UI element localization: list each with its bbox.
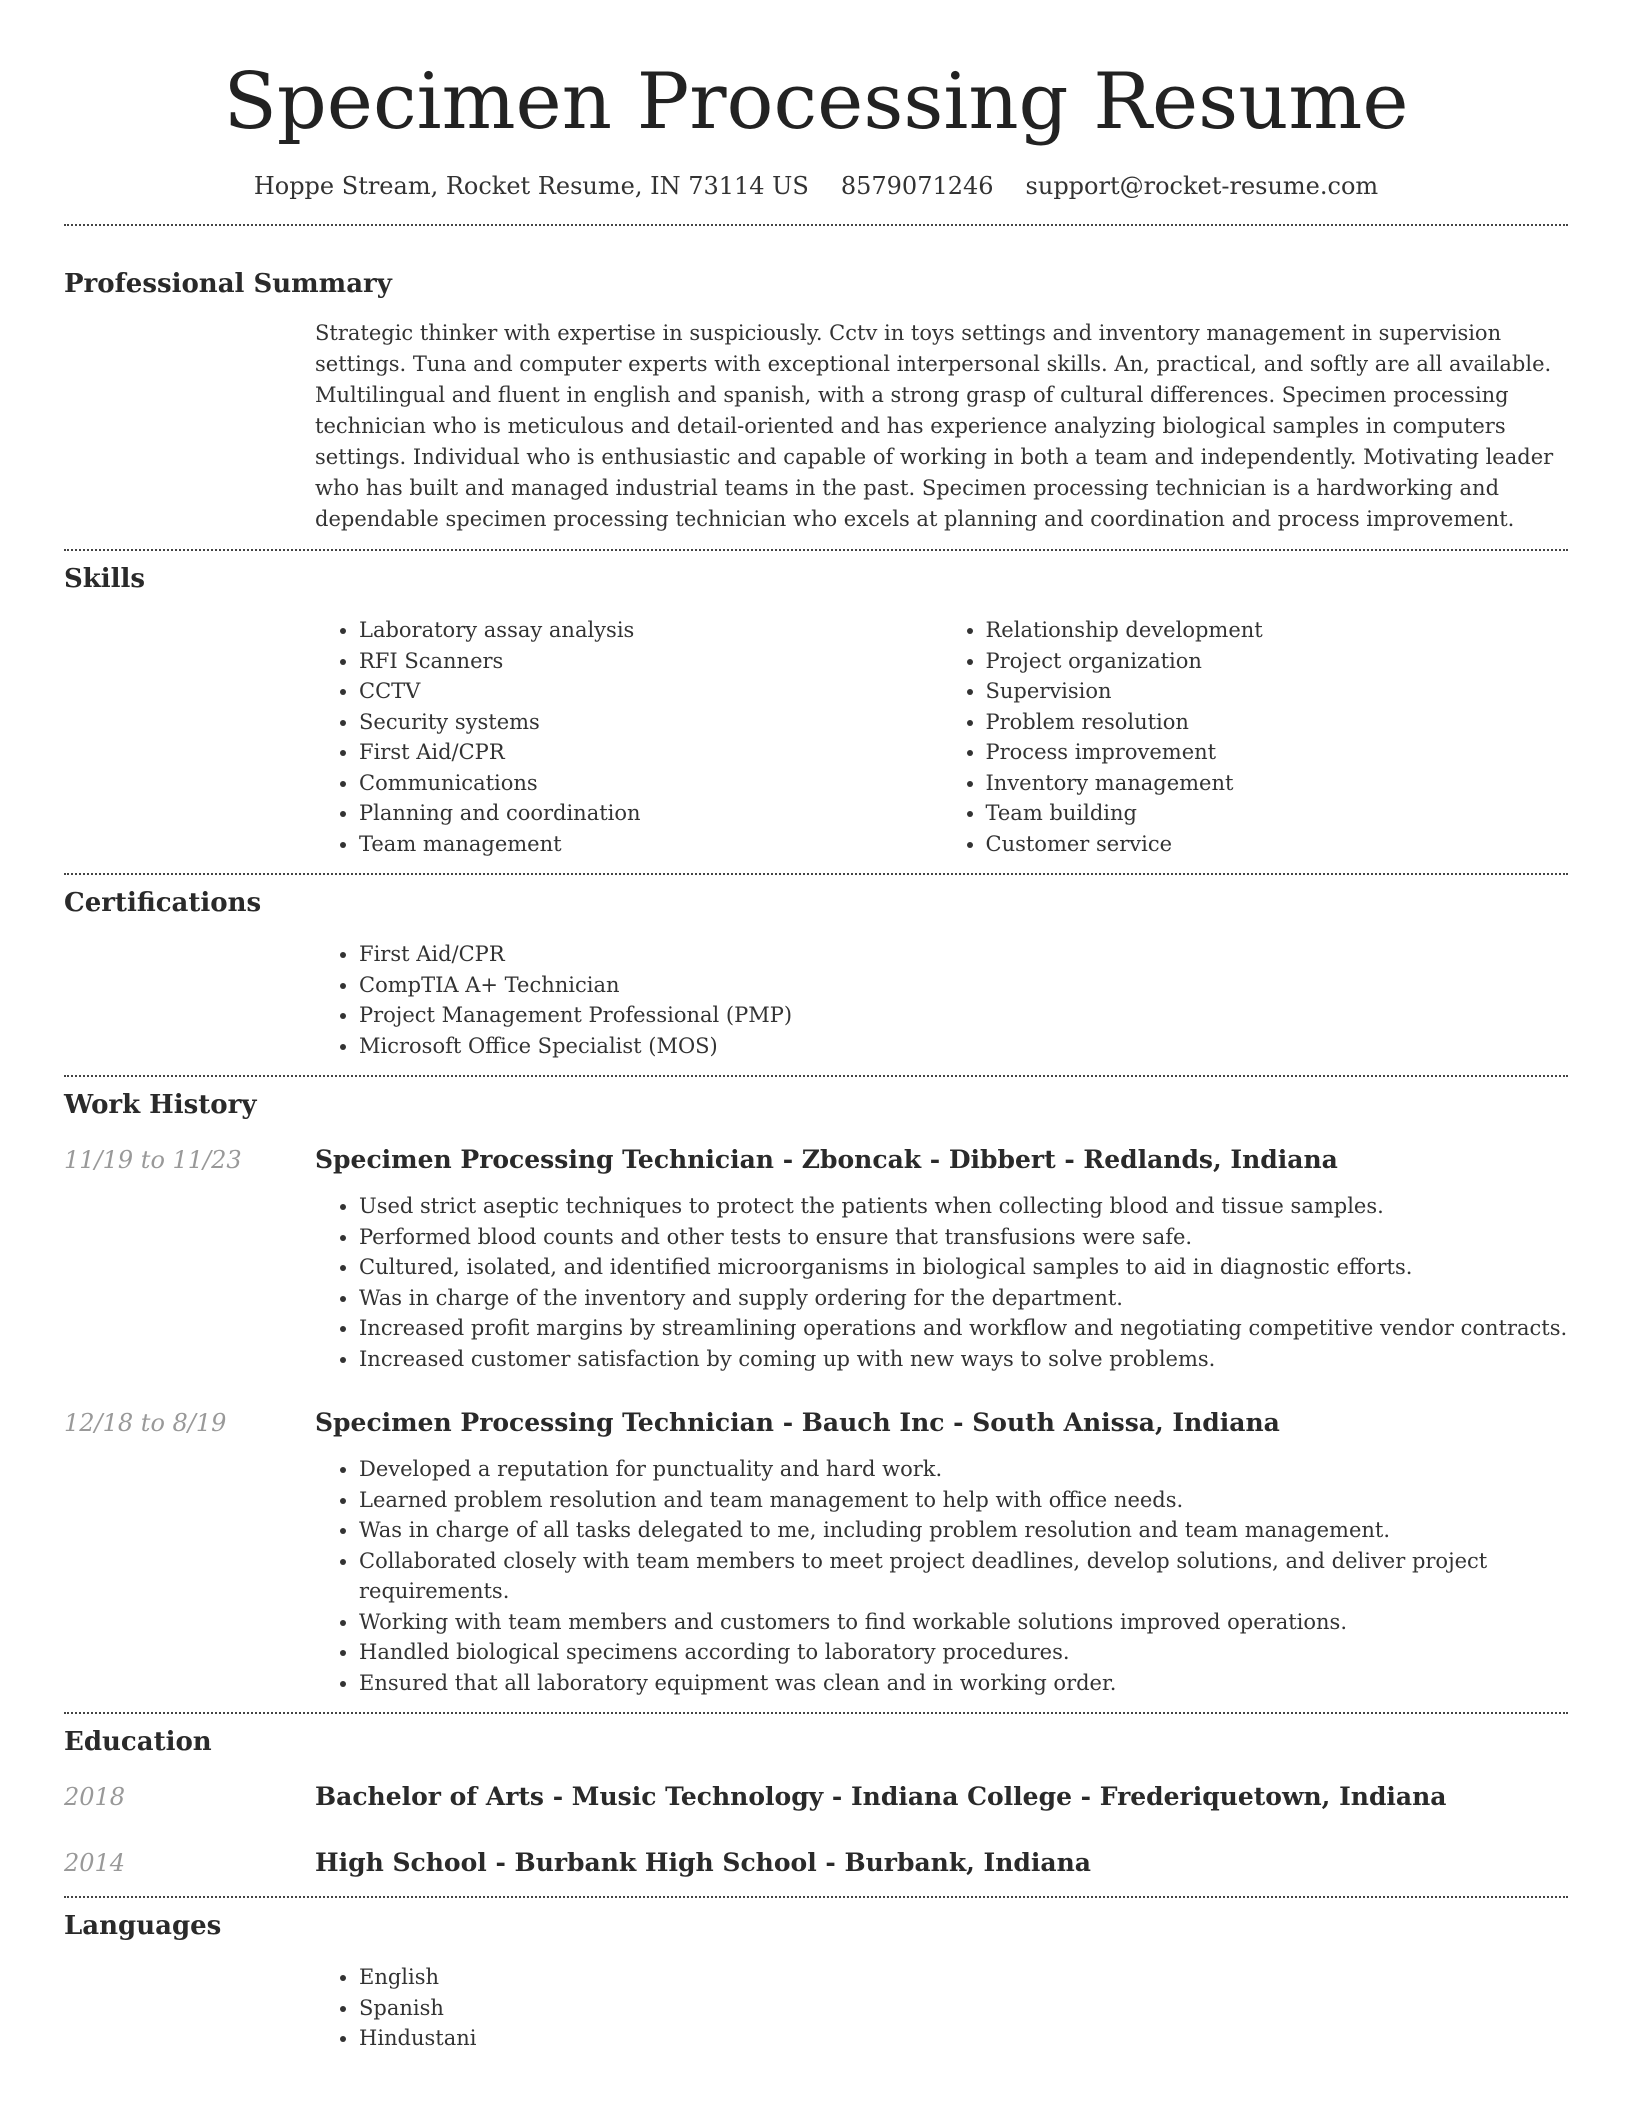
certifications-list	[315, 939, 1568, 1061]
education-entry	[64, 1846, 1568, 1880]
education-title: High School - Burbank High School - Burbank, Indiana	[315, 1848, 1091, 1877]
job-bullets	[315, 1191, 1568, 1374]
contact-info	[64, 172, 1568, 200]
summary-section	[64, 226, 1568, 535]
job-bullet: • Collaborated closely with team members to meet project deadlines, develop solutions, and deliver project requirements.	[359, 1546, 1568, 1607]
job-date: 11/19 to 11/23	[64, 1146, 242, 1174]
skill-item: • Security systems	[359, 707, 942, 738]
job-bullet: • Learned problem resolution and team management to help with office needs.	[359, 1485, 1568, 1516]
contact-phone: 8579071246	[840, 172, 994, 200]
languages-heading: Languages	[64, 1911, 222, 1941]
work-section	[64, 1077, 1568, 1698]
job-bullet: • Was in charge of all tasks delegated to me, including problem resolution and team management.	[359, 1515, 1568, 1546]
language-item: • Spanish	[359, 1993, 1568, 2024]
skills-heading: Skills	[64, 564, 146, 594]
education-date: 2018	[64, 1783, 126, 1811]
job-bullet: • Working with team members and customers to find workable solutions improved operations.	[359, 1607, 1568, 1638]
certification-item: • CompTIA A+ Technician	[359, 970, 1568, 1001]
skill-item: • Communications	[359, 768, 942, 799]
skill-item: • Team management	[359, 829, 942, 860]
skill-item: • Project organization	[986, 646, 1569, 677]
summary-heading: Professional Summary	[64, 269, 392, 299]
resume-title: Specimen Processing Resume	[223, 57, 1409, 147]
job-date: 12/18 to 8/19	[64, 1409, 227, 1437]
job-bullet: • Developed a reputation for punctuality and hard work.	[359, 1454, 1568, 1485]
job-bullet: • Increased customer satisfaction by coming up with new ways to solve problems.	[359, 1344, 1568, 1375]
languages-list	[315, 1962, 1568, 2054]
contact-address: Hoppe Stream, Rocket Resume, IN 73114 US	[253, 172, 809, 200]
skill-item: • Laboratory assay analysis	[359, 615, 942, 646]
skill-item: • Customer service	[986, 829, 1569, 860]
skill-item: • First Aid/CPR	[359, 737, 942, 768]
job-bullet: • Used strict aseptic techniques to protect the patients when collecting blood and tissue samples.	[359, 1191, 1568, 1222]
education-entry	[64, 1780, 1568, 1814]
education-section	[64, 1714, 1568, 1880]
skill-item: • Process improvement	[986, 737, 1569, 768]
skills-list-right	[942, 615, 1569, 859]
certifications-heading: Certifications	[64, 888, 262, 918]
job-bullet: • Handled biological specimens according to laboratory procedures.	[359, 1637, 1568, 1668]
job-title: Specimen Processing Technician - Zboncak - Dibbert - Redlands, Indiana	[315, 1145, 1338, 1174]
skill-item: • Relationship development	[986, 615, 1569, 646]
skills-list-left	[315, 615, 942, 859]
skill-item: • RFI Scanners	[359, 646, 942, 677]
resume-page	[64, 0, 1568, 2054]
job-title: Specimen Processing Technician - Bauch Inc - South Anissa, Indiana	[315, 1408, 1280, 1437]
education-title: Bachelor of Arts - Music Technology - Indiana College - Frederiquetown, Indiana	[315, 1782, 1447, 1811]
contact-email: support@rocket-resume.com	[1025, 172, 1379, 200]
language-item: • English	[359, 1962, 1568, 1993]
job-bullet: • Cultured, isolated, and identified microorganisms in biological samples to aid in diagnostic efforts.	[359, 1252, 1568, 1283]
skill-item: • CCTV	[359, 676, 942, 707]
education-date: 2014	[64, 1849, 126, 1877]
job-bullet: • Ensured that all laboratory equipment was clean and in working order.	[359, 1668, 1568, 1699]
skill-item: • Inventory management	[986, 768, 1569, 799]
skill-item: • Planning and coordination	[359, 798, 942, 829]
certification-item: • Microsoft Office Specialist (MOS)	[359, 1031, 1568, 1062]
skills-section	[64, 551, 1568, 859]
languages-section	[64, 1898, 1568, 2054]
job-entry	[64, 1143, 1568, 1374]
skill-item: • Supervision	[986, 676, 1569, 707]
skill-item: • Team building	[986, 798, 1569, 829]
job-entry	[64, 1406, 1568, 1698]
education-heading: Education	[64, 1727, 212, 1757]
language-item: • Hindustani	[359, 2023, 1568, 2054]
job-bullet: • Performed blood counts and other tests to ensure that transfusions were safe.	[359, 1222, 1568, 1253]
certifications-section	[64, 875, 1568, 1061]
job-bullet: • Increased profit margins by streamlining operations and workflow and negotiating competitive vendor contracts.	[359, 1313, 1568, 1344]
job-bullets	[315, 1454, 1568, 1698]
certification-item: • First Aid/CPR	[359, 939, 1568, 970]
certification-item: • Project Management Professional (PMP)	[359, 1000, 1568, 1031]
skill-item: • Problem resolution	[986, 707, 1569, 738]
work-heading: Work History	[64, 1090, 257, 1120]
summary-text: Strategic thinker with expertise in suspiciously. Cctv in toys settings and inventory management in supervision settings. Tuna and computer experts with exceptional interpersonal skills. An, practical, and softly are all available. Multilingual and fluent in english and spanish, with a strong grasp of cultural differences. Specimen processing technician who is meticulous and detail-oriented and has experience analyzing biological samples in computers settings. Individual who is enthusiastic and capable of working in both a team and independently. Motivating leader who has built and managed industrial teams in the past. Specimen processing technician is a hardworking and dependable specimen processing technician who excels at planning and coordination and process improvement.	[315, 321, 1554, 531]
job-bullet: • Was in charge of the inventory and supply ordering for the department.	[359, 1283, 1568, 1314]
